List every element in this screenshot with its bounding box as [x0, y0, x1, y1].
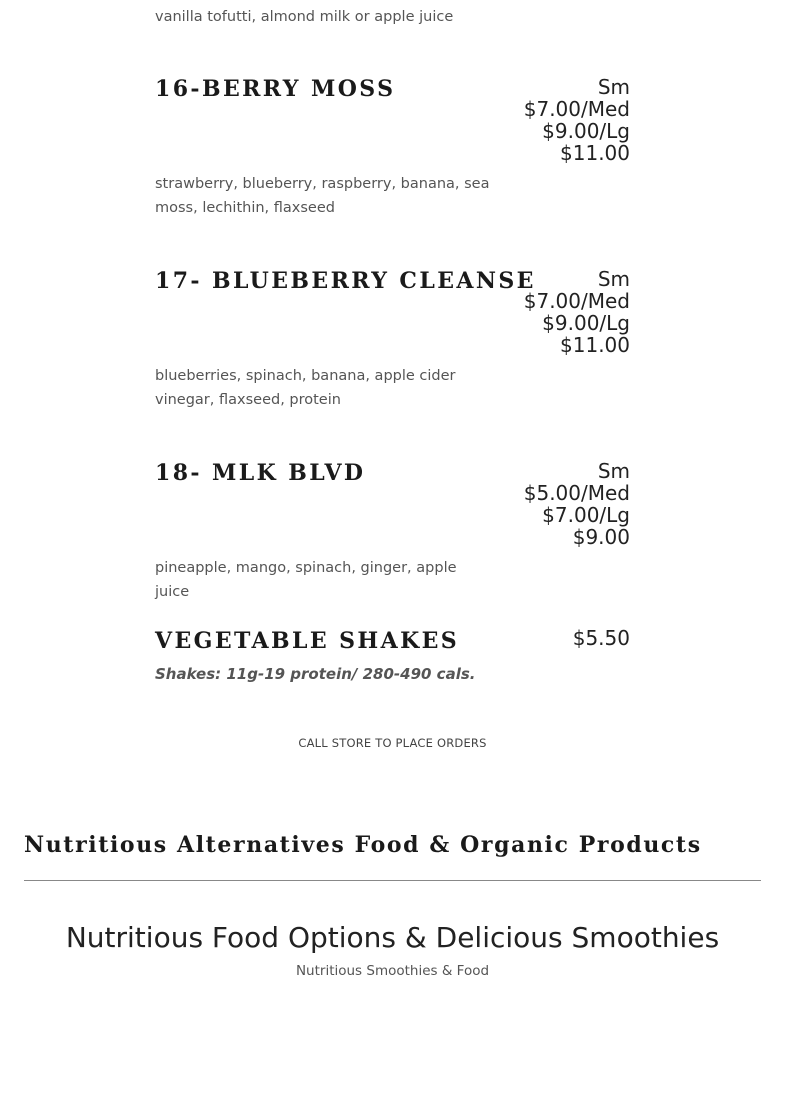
item-name: 16-BERRY MOSS	[155, 76, 396, 102]
item-name: 17- BLUEBERRY CLEANSE	[155, 268, 536, 294]
price-line: Sm	[597, 459, 630, 483]
item-price	[510, 460, 630, 548]
price-line: $9.00	[572, 525, 630, 549]
price-line: $5.50	[572, 626, 630, 650]
item-name: VEGETABLE SHAKES	[155, 628, 460, 654]
footer-divider	[24, 880, 761, 881]
price-line: $5.00/Med	[523, 481, 630, 505]
price-line: $7.00/Med	[523, 97, 630, 121]
business-name: Nutritious Alternatives Food & Organic Products	[24, 832, 702, 858]
price-line: Sm	[597, 75, 630, 99]
item-description: blueberries, spinach, banana, apple cider vinegar, flaxseed, protein	[155, 368, 456, 408]
item-name: 18- MLK BLVD	[155, 460, 366, 486]
price-line: Sm	[597, 267, 630, 291]
item-price	[510, 268, 630, 356]
item-description: pineapple, mango, spinach, ginger, apple juice	[155, 560, 457, 600]
item-description: strawberry, blueberry, raspberry, banana, sea moss, lechithin, flaxseed	[155, 176, 490, 216]
price-line: $9.00/Lg	[542, 311, 630, 335]
item-price	[510, 76, 630, 164]
item-note: Shakes: 11g-19 protein/ 280-490 cals.	[155, 665, 476, 683]
footer-tagline: Nutritious Food Options & Delicious Smoothies	[65, 921, 720, 954]
previous-item-description: vanilla tofutti, almond milk or apple juice	[155, 9, 454, 25]
price-line: $7.00/Med	[523, 289, 630, 313]
price-line: $11.00	[560, 141, 630, 165]
price-line: $7.00/Lg	[542, 503, 630, 527]
call-to-order-text: CALL STORE TO PLACE ORDERS	[298, 736, 487, 750]
price-line: $11.00	[560, 333, 630, 357]
price-line: $9.00/Lg	[542, 119, 630, 143]
footer-subtagline: Nutritious Smoothies & Food	[295, 963, 490, 979]
item-price	[510, 627, 630, 649]
